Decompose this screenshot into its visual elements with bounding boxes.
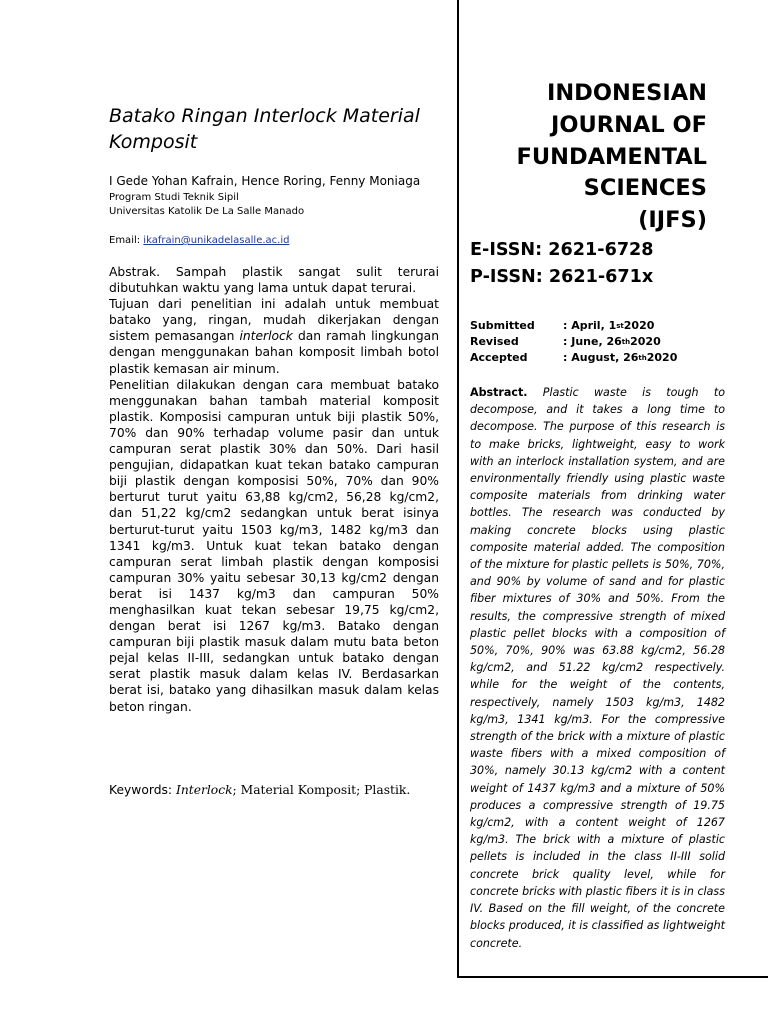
abstract-paragraph-1: Abstrak. Sampah plastik sangat sulit terurai dibutuhkan waktu yang lama untuk dapat terurai. [109,265,439,296]
abstract-en-label: Abstract. [470,386,528,399]
email-label: Email: [109,235,144,246]
date-row-submitted: Submitted : April, 1 st 2020 [470,319,655,332]
abstract-paragraph-3: Penelitian dilakukan dengan cara membuat batako menggunakan bahan tambah material komposit plastik. Komposisi campuran untuk biji plastik 50%, 70% dan 90% terhadap volume pasir dan untuk campuran serat plastik 30% dan 50%. Dari hasil pengujian, didapatkan kuat tekan batako campuran biji plastik dengan komposisi 50%, 70% dan 90% berturut turut yaitu 63,88 kg/cm2, 56,28 kg/cm2, dan 51,22 kg/cm2 sedangkan untuk berat isinya berturut-turut yaitu 1503 kg/m3, 1482 kg/m3 dan 1341 kg/m3. Untuk kuat tekan batako dengan campuran serat limbah plastik dengan komposisi campuran 30% yaitu sebesar 30,13 kg/cm2 dengan berat isi 1437 kg/m3 dan campuran 50% menghasilkan kuat tekan sebesar 19,75 kg/cm2, dengan berat isi 1267 kg/m3. Batako dengan campuran biji plastik masuk dalam mutu bata beton pejal kelas II-III, sedangkan untuk batako dengan serat plastik masuk dalam kelas IV. Berdasarkan berat isi, batako yang dihasilkan masuk dalam kelas beton ringan. [109,377,439,714]
abstract-en-text: Plastic waste is tough to decompose, and it takes a long time to decompose. The purpose of this research is to make bricks, lightweight, easy to work with an interlock installation system, and are environmentally friendly using plastic waste composite materials from drinking water bottles. The research was conducted by making concrete blocks using plastic composite material added. The composition of the mixture for plastic pellets is 50%, 70%, and 90% by volume of sand and for plastic fiber mixtures of 30% and 50%. From the results, the compressive strength of mixed plastic pellet blocks with a composition of 50%, 70%, 90% was 63.88 kg/cm2, 56.28 kg/cm2, and 51.22 kg/cm2 respectively. while for the weight of the contents, respectively, namely 1503 kg/m3, 1482 kg/m3, 1341 kg/m3. For the compressive strength of the brick with a mixture of plastic waste fibers with a mixed composition of 30%, namely 30.13 kg/cm2 with a content weight of 1437 kg/m3 and a mixture of 50% produces a compressive strength of 19.75 kg/cm2, with a content weight of 1267 kg/m3. The brick with a mixture of plastic pellets is included in the class II-III solid concrete brick quality level, while for concrete bricks with plastic fibers it is in class IV. Based on the fill weight, of the concrete blocks produced, it is classified as lightweight concrete. [470,386,725,950]
submission-dates [470,318,677,367]
paper-title: Batako Ringan Interlock Material Komposit [109,105,420,153]
affiliation-program: Program Studi Teknik Sipil [109,192,239,203]
pissn: P-ISSN: 2621-671x [470,267,654,287]
abstract-label: Abstrak. [109,265,161,279]
keywords: Keywords: Interlock; Material Komposit; Plastik. [109,783,411,797]
author-list: I Gede Yohan Kafrain, Hence Roring, Fenny Moniaga [109,174,421,188]
eissn: E-ISSN: 2621-6728 [470,240,654,260]
abstract-paragraph-2: Tujuan dari penelitian ini adalah untuk membuat batako yang, ringan, mudah dikerjakan dengan sistem pemasangan interlock dan ramah lingkungan dengan menggunakan bahan komposit limbah botol plastik kemasan air minum. [109,297,439,376]
abstract-english [470,384,725,952]
email-link[interactable]: ikafrain@unikadelasalle.ac.id [143,235,290,246]
keywords-label: Keywords: [109,783,176,797]
abstract-indonesian [109,264,439,715]
email-line [109,235,289,246]
affiliation-university: Universitas Katolik De La Salle Manado [109,206,305,217]
date-row-revised: Revised : June, 26 th 2020 [470,335,661,349]
date-row-accepted: Accepted : August, 26 th 2020 [470,351,678,365]
journal-name: INDONESIAN JOURNAL OF FUNDAMENTAL SCIENCES (IJFS) [516,80,707,234]
